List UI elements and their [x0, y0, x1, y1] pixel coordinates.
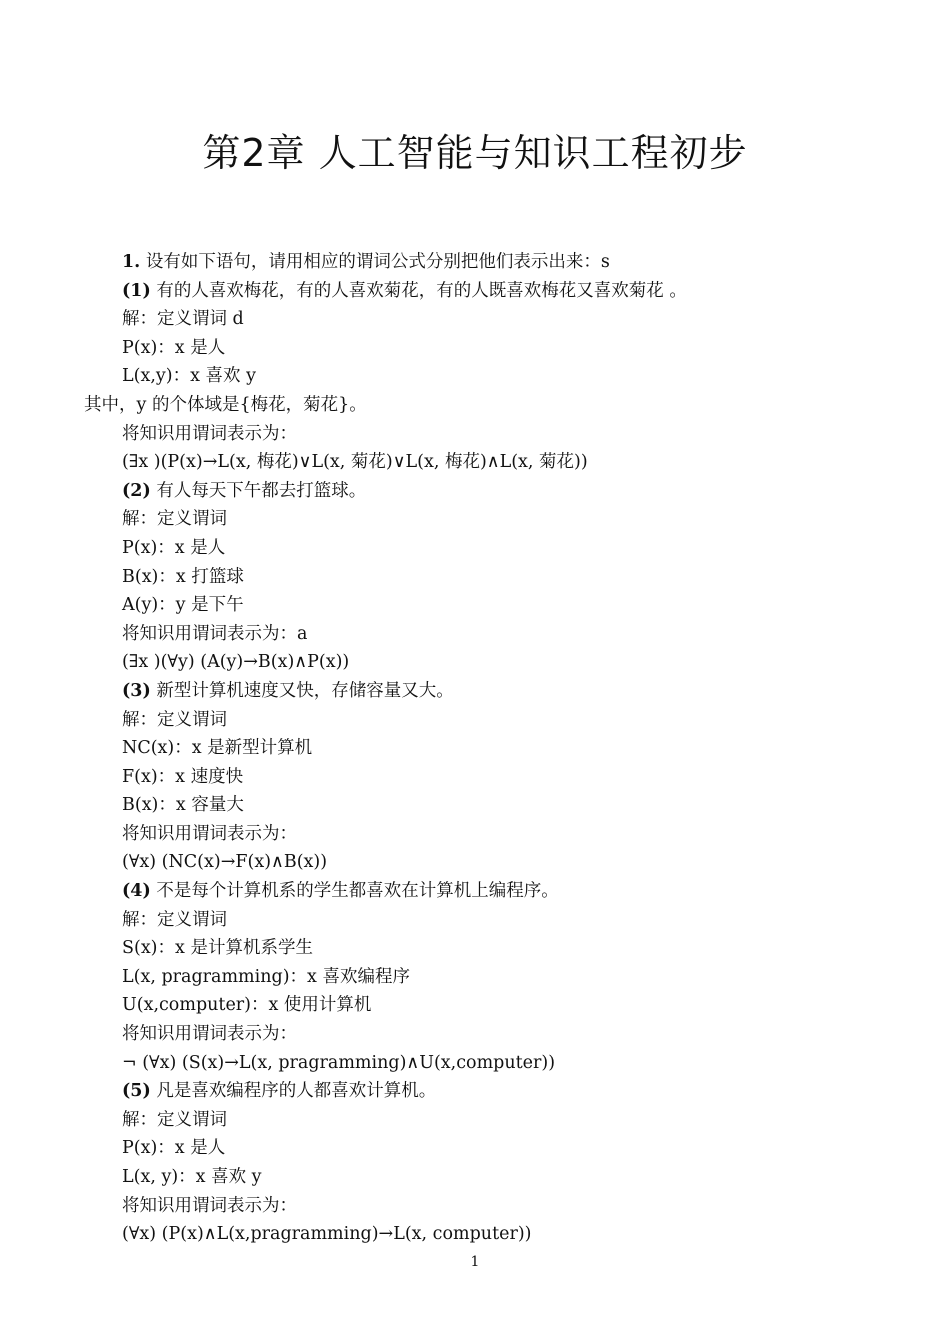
question-heading: [0, 277, 950, 306]
text-line: [0, 1220, 950, 1249]
line-text: (∃x )(∀y) (A(y)→B(x)∧P(x)): [122, 652, 350, 673]
question-heading: [0, 248, 950, 277]
line-text: ¬ (∀x) (S(x)→L(x, pragramming)∧U(x,computer)): [122, 1052, 556, 1073]
line-text: P(x)：x 是人: [122, 1138, 226, 1159]
item-number: 1.: [122, 252, 141, 272]
text-line: [0, 1163, 950, 1192]
line-text: 新型计算机速度又快，存储容量又大。: [150, 680, 454, 701]
item-number: (1): [122, 280, 151, 301]
line-text: 解：定义谓词: [122, 709, 227, 730]
question-heading: [0, 477, 950, 506]
line-text: 解：定义谓词: [122, 1109, 227, 1130]
line-text: P(x)：x 是人: [122, 337, 226, 358]
line-text: (∀x) (NC(x)→F(x)∧B(x)): [122, 852, 328, 873]
text-line: [0, 305, 950, 334]
line-text: U(x,computer)：x 使用计算机: [122, 995, 372, 1016]
question-heading: [0, 1077, 950, 1106]
text-line: [0, 448, 950, 477]
text-line: [0, 334, 950, 363]
page-number: 1: [470, 1254, 480, 1270]
text-line: [0, 763, 950, 792]
line-text: 有人每天下午都去打篮球。: [150, 480, 367, 501]
text-line: [0, 820, 950, 849]
question-heading: [0, 677, 950, 706]
text-line: [0, 906, 950, 935]
text-line: [0, 1134, 950, 1163]
text-line: [0, 791, 950, 820]
line-text: 有的人喜欢梅花，有的人喜欢菊花，有的人既喜欢梅花又喜欢菊花 。: [150, 280, 687, 301]
document-body: [0, 248, 950, 1249]
line-text: B(x)：x 打篮球: [122, 566, 244, 587]
line-text: (∀x) (P(x)∧L(x,pragramming)→L(x, computer)): [122, 1224, 532, 1245]
line-text: P(x)：x 是人: [122, 537, 226, 558]
line-text: (∃x )(P(x)→L(x, 梅花)∨L(x, 菊花)∨L(x, 梅花)∧L(x, 菊花)): [122, 452, 588, 473]
text-line: [0, 934, 950, 963]
text-line: [0, 1049, 950, 1078]
text-line: [0, 1192, 950, 1221]
chapter-title: 第2章 人工智能与知识工程初步: [202, 131, 748, 175]
line-text: S(x)：x 是计算机系学生: [122, 938, 313, 959]
line-text: 解：定义谓词 d: [122, 309, 244, 330]
text-line: [0, 563, 950, 592]
text-line: [0, 991, 950, 1020]
text-line: [0, 420, 950, 449]
line-text: L(x, y)：x 喜欢 y: [122, 1167, 262, 1187]
line-text: 将知识用谓词表示为：: [122, 1195, 297, 1216]
line-text: 凡是喜欢编程序的人都喜欢计算机。: [150, 1081, 437, 1102]
text-line: [0, 706, 950, 735]
text-line: [0, 1106, 950, 1135]
line-text: 其中，y 的个体域是{梅花，菊花}。: [84, 394, 367, 415]
line-text: 将知识用谓词表示为：: [122, 423, 297, 444]
text-line: [0, 391, 950, 420]
line-text: 将知识用谓词表示为：: [122, 1024, 297, 1045]
item-number: (5): [122, 1081, 151, 1102]
text-line: [0, 963, 950, 992]
text-line: [0, 1020, 950, 1049]
line-text: 将知识用谓词表示为：: [122, 823, 297, 844]
text-line: [0, 534, 950, 563]
text-line: [0, 505, 950, 534]
text-line: [0, 362, 950, 391]
line-text: 解：定义谓词: [122, 909, 227, 930]
line-text: F(x)：x 速度快: [122, 766, 244, 787]
line-text: B(x)：x 容量大: [122, 795, 244, 816]
item-number: (4): [122, 881, 151, 902]
line-text: 将知识用谓词表示为：a: [122, 623, 308, 644]
line-text: 不是每个计算机系的学生都喜欢在计算机上编程序。: [150, 881, 559, 902]
item-number: (2): [122, 480, 151, 501]
line-text: L(x, pragramming)：x 喜欢编程序: [122, 966, 410, 987]
text-line: [0, 648, 950, 677]
question-heading: [0, 877, 950, 906]
line-text: 解：定义谓词: [122, 509, 227, 530]
line-text: A(y)：y 是下午: [122, 595, 244, 616]
item-number: (3): [122, 680, 151, 701]
text-line: [0, 591, 950, 620]
line-text: 设有如下语句，请用相应的谓词公式分别把他们表示出来：s: [140, 252, 610, 272]
text-line: [0, 848, 950, 877]
line-text: NC(x)：x 是新型计算机: [122, 738, 313, 759]
text-line: [0, 620, 950, 649]
text-line: [0, 734, 950, 763]
line-text: L(x,y)：x 喜欢 y: [122, 366, 256, 387]
